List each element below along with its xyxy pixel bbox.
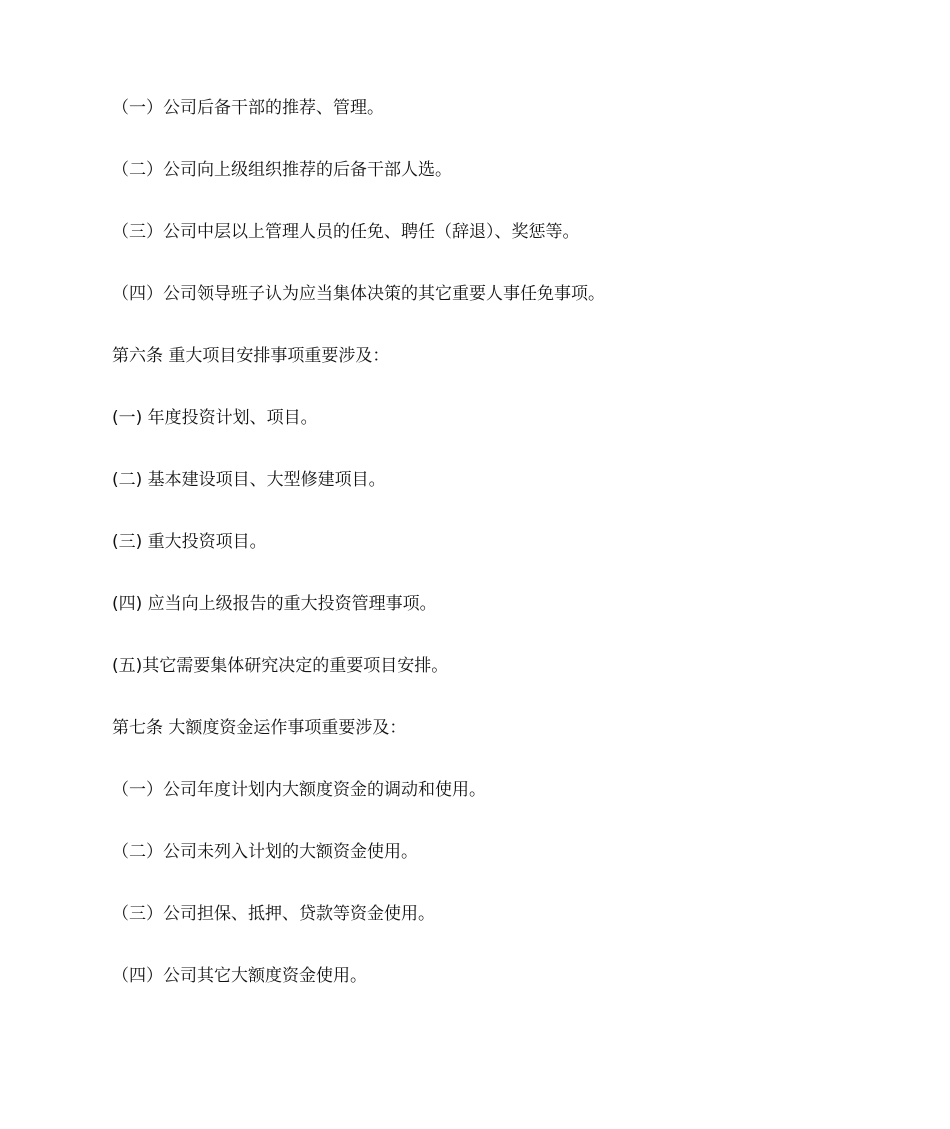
text-line: （四）公司领导班子认为应当集体决策的其它重要人事任免事项。: [112, 284, 605, 304]
text-line: （一）公司后备干部的推荐、管理。: [112, 98, 384, 118]
text-line: (三) 重大投资项目。: [112, 532, 267, 552]
text-line: (一) 年度投资计划、项目。: [112, 408, 318, 428]
text-line: （一）公司年度计划内大额度资金的调动和使用。: [112, 780, 486, 800]
text-line: （二）公司向上级组织推荐的后备干部人选。: [112, 160, 452, 180]
text-line: （二）公司未列入计划的大额资金使用。: [112, 842, 418, 862]
text-line: （四）公司其它大额度资金使用。: [112, 966, 367, 986]
section-heading-article-7: 第七条 大额度资金运作事项重要涉及：: [112, 718, 407, 738]
text-line: (五)其它需要集体研究决定的重要项目安排。: [112, 656, 449, 676]
text-line: （三）公司担保、抵押、贷款等资金使用。: [112, 904, 435, 924]
section-heading-article-6: 第六条 重大项目安排事项重要涉及：: [112, 346, 390, 366]
text-line: (四) 应当向上级报告的重大投资管理事项。: [112, 594, 437, 614]
text-line: (二) 基本建设项目、大型修建项目。: [112, 470, 386, 490]
text-line: （三）公司中层以上管理人员的任免、聘任（辞退）、奖惩等。: [112, 222, 580, 242]
